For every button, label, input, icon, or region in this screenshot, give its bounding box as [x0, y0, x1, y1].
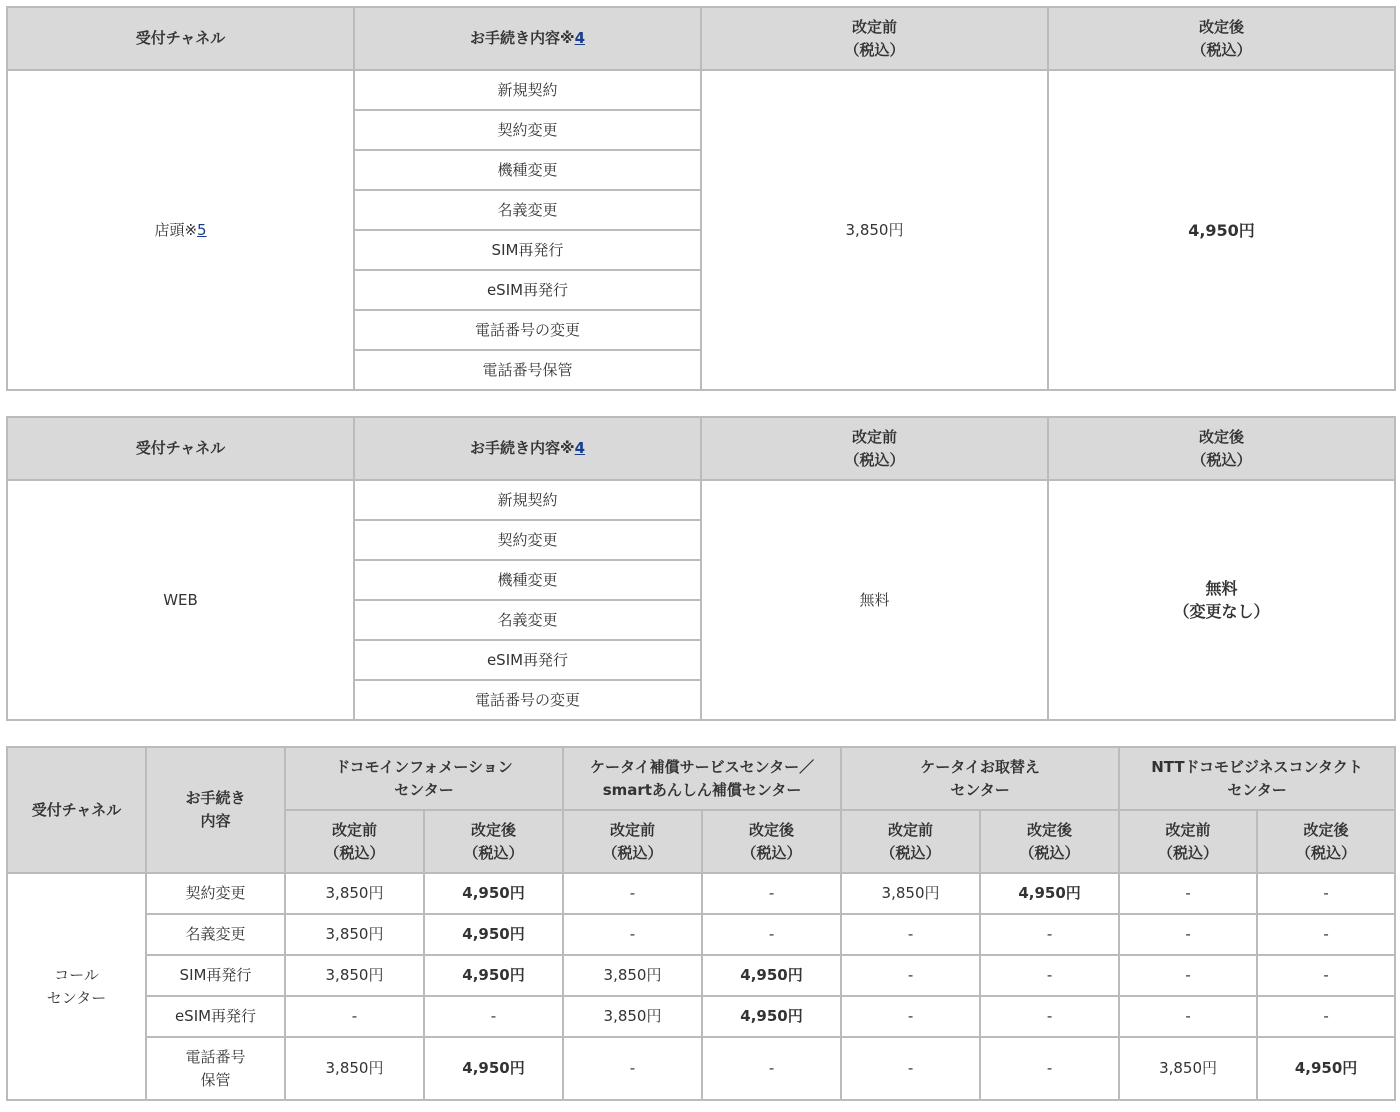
tax-included-label: （税込）	[844, 40, 905, 59]
before-fee-cell: -	[841, 914, 980, 955]
before-fee-cell: -	[1119, 873, 1257, 914]
center-name: センター	[394, 780, 454, 799]
procedure-cell: 名義変更	[354, 190, 701, 230]
table-row	[7, 70, 1395, 110]
tax-included-label: （税込）	[1019, 843, 1080, 862]
procedure-cell	[146, 873, 285, 914]
before-header-label: 改定前	[331, 820, 377, 839]
procedure-cell: eSIM再発行	[354, 270, 701, 310]
procedure-label: 名義変更	[185, 925, 246, 943]
after-header-label: 改定後	[1303, 820, 1349, 839]
table-row	[7, 914, 1395, 955]
center-header-ntt-docomo-business	[1119, 747, 1395, 810]
before-header	[563, 810, 702, 873]
before-fee-cell: 3,850円	[563, 996, 702, 1037]
after-fee-cell: 4,950円	[1257, 1037, 1395, 1100]
procedure-cell: 契約変更	[354, 110, 701, 150]
after-header	[1257, 810, 1395, 873]
before-fee-cell: 3,850円	[285, 914, 424, 955]
procedure-cell: 契約変更	[354, 520, 701, 560]
after-fee-cell: -	[980, 996, 1119, 1037]
procedure-header-label: お手続き	[185, 789, 246, 807]
after-header	[980, 810, 1119, 873]
before-fee-cell: -	[841, 955, 980, 996]
after-fee-cell: 4,950円	[424, 1037, 563, 1100]
after-fee-cell: -	[702, 873, 841, 914]
center-header-docomo-information	[285, 747, 563, 810]
after-header-label: 改定後	[1198, 17, 1244, 36]
channel-header: 受付チャネル	[7, 417, 354, 480]
web-fee-table	[6, 416, 1396, 721]
procedure-cell	[146, 914, 285, 955]
procedure-header-label: 内容	[200, 812, 231, 830]
procedure-cell: 新規契約	[354, 480, 701, 520]
after-header	[1048, 417, 1395, 480]
procedure-cell	[146, 1037, 285, 1100]
table-header-row	[7, 7, 1395, 70]
after-fee-cell: -	[1257, 873, 1395, 914]
no-change-label: （変更なし）	[1173, 602, 1270, 621]
table-row	[7, 996, 1395, 1037]
after-fee-cell: -	[1257, 996, 1395, 1037]
after-fee-cell: -	[702, 1037, 841, 1100]
after-fee-cell: -	[424, 996, 563, 1037]
before-fee-cell: 3,850円	[701, 70, 1048, 390]
channel-cell	[7, 873, 146, 1100]
before-fee-cell: 3,850円	[285, 873, 424, 914]
before-header	[1119, 810, 1257, 873]
procedure-cell: 電話番号保管	[354, 350, 701, 390]
after-fee-cell: 4,950円	[424, 955, 563, 996]
tax-included-label: （税込）	[741, 843, 802, 862]
before-header	[701, 417, 1048, 480]
center-name: ドコモインフォメーション	[335, 757, 513, 776]
after-fee-cell: -	[1257, 955, 1395, 996]
tax-included-label: （税込）	[1296, 843, 1357, 862]
table-header-row	[7, 747, 1395, 810]
before-fee-cell: -	[563, 914, 702, 955]
before-header-label: 改定前	[851, 17, 897, 36]
tax-included-label: （税込）	[1191, 450, 1252, 469]
procedure-label: 電話番号	[185, 1047, 246, 1066]
procedure-cell: 機種変更	[354, 560, 701, 600]
tax-included-label: （税込）	[324, 843, 385, 862]
after-fee-cell: -	[980, 914, 1119, 955]
channel-header: 受付チャネル	[7, 747, 146, 873]
before-fee-cell: -	[841, 1037, 980, 1100]
after-header	[702, 810, 841, 873]
table-header-row	[7, 417, 1395, 480]
after-header-label: 改定後	[471, 820, 517, 839]
after-fee-cell: 4,950円	[424, 914, 563, 955]
table-row	[7, 480, 1395, 520]
call-center-fee-table	[6, 746, 1396, 1101]
channel-header: 受付チャネル	[7, 7, 354, 70]
before-header	[701, 7, 1048, 70]
note-4-link[interactable]: 4	[574, 439, 586, 457]
procedure-cell: eSIM再発行	[354, 640, 701, 680]
center-name: ケータイお取替え	[920, 757, 1040, 776]
before-fee-cell: -	[1119, 996, 1257, 1037]
channel-label: 店頭※	[154, 220, 198, 239]
center-name: NTTドコモビジネスコンタクト	[1151, 757, 1363, 776]
channel-cell: WEB	[7, 480, 354, 720]
tax-included-label: （税込）	[463, 843, 524, 862]
after-fee-cell: 4,950円	[424, 873, 563, 914]
after-fee-cell: 4,950円	[702, 955, 841, 996]
before-fee-cell: -	[1119, 955, 1257, 996]
before-header-label: 改定前	[888, 820, 934, 839]
center-name: センター	[950, 780, 1010, 799]
channel-cell	[7, 70, 354, 390]
before-fee-cell: -	[285, 996, 424, 1037]
center-header-keitai-otorikae	[841, 747, 1119, 810]
table-row	[7, 955, 1395, 996]
table-row	[7, 1037, 1395, 1100]
procedure-header	[354, 7, 701, 70]
procedure-cell: 名義変更	[354, 600, 701, 640]
after-header-label: 改定後	[1198, 427, 1244, 446]
after-fee-cell: -	[702, 914, 841, 955]
after-fee-cell	[1048, 480, 1395, 720]
note-4-link[interactable]: 4	[574, 29, 586, 47]
before-fee-cell: 3,850円	[1119, 1037, 1257, 1100]
center-name: センター	[1227, 780, 1287, 799]
before-fee-cell: -	[1119, 914, 1257, 955]
procedure-cell	[146, 996, 285, 1037]
procedure-label: SIM再発行	[179, 966, 252, 984]
before-fee-cell: 3,850円	[563, 955, 702, 996]
table-row	[7, 873, 1395, 914]
after-header	[1048, 7, 1395, 70]
after-header-label: 改定後	[1027, 820, 1073, 839]
before-header	[285, 810, 424, 873]
after-fee-cell: 4,950円	[1048, 70, 1395, 390]
before-fee-cell: 無料	[701, 480, 1048, 720]
after-header	[424, 810, 563, 873]
before-header-label: 改定前	[1165, 820, 1211, 839]
after-fee-cell: 4,950円	[980, 873, 1119, 914]
procedure-label: 保管	[200, 1070, 231, 1089]
procedure-cell: 電話番号の変更	[354, 680, 701, 720]
center-header-keitai-hosho	[563, 747, 841, 810]
procedure-cell: SIM再発行	[354, 230, 701, 270]
tax-included-label: （税込）	[1191, 40, 1252, 59]
before-fee-cell: -	[563, 873, 702, 914]
center-name: ケータイ補償サービスセンター／	[589, 757, 815, 776]
procedure-label: 契約変更	[185, 884, 246, 902]
tax-included-label: （税込）	[880, 843, 941, 862]
note-5-link[interactable]: 5	[197, 220, 207, 239]
procedure-header	[354, 417, 701, 480]
procedure-cell: 新規契約	[354, 70, 701, 110]
procedure-cell	[146, 955, 285, 996]
before-fee-cell: 3,850円	[285, 1037, 424, 1100]
store-fee-table	[6, 6, 1396, 391]
after-fee-cell: 4,950円	[702, 996, 841, 1037]
before-fee-cell: 3,850円	[841, 873, 980, 914]
before-header-label: 改定前	[851, 427, 897, 446]
after-fee-cell: -	[980, 1037, 1119, 1100]
before-fee-cell: -	[563, 1037, 702, 1100]
procedure-header-label: お手続き内容※	[469, 439, 575, 457]
before-fee-cell: 3,850円	[285, 955, 424, 996]
procedure-cell: 機種変更	[354, 150, 701, 190]
procedure-header	[146, 747, 285, 873]
tax-included-label: （税込）	[1158, 843, 1219, 862]
procedure-header-label: お手続き内容※	[469, 29, 575, 47]
procedure-cell: 電話番号の変更	[354, 310, 701, 350]
after-fee-cell: -	[980, 955, 1119, 996]
channel-label: センター	[46, 988, 107, 1007]
after-fee-cell: -	[1257, 914, 1395, 955]
before-fee-cell: -	[841, 996, 980, 1037]
tax-included-label: （税込）	[844, 450, 905, 469]
before-header-label: 改定前	[610, 820, 656, 839]
tax-included-label: （税込）	[602, 843, 663, 862]
call-center-rows	[7, 873, 1395, 1100]
center-name: smartあんしん補償センター	[602, 780, 802, 799]
channel-label: コール	[54, 965, 99, 984]
procedure-label: eSIM再発行	[174, 1007, 257, 1025]
after-fee-label: 無料	[1205, 579, 1238, 598]
before-header	[841, 810, 980, 873]
after-header-label: 改定後	[749, 820, 795, 839]
